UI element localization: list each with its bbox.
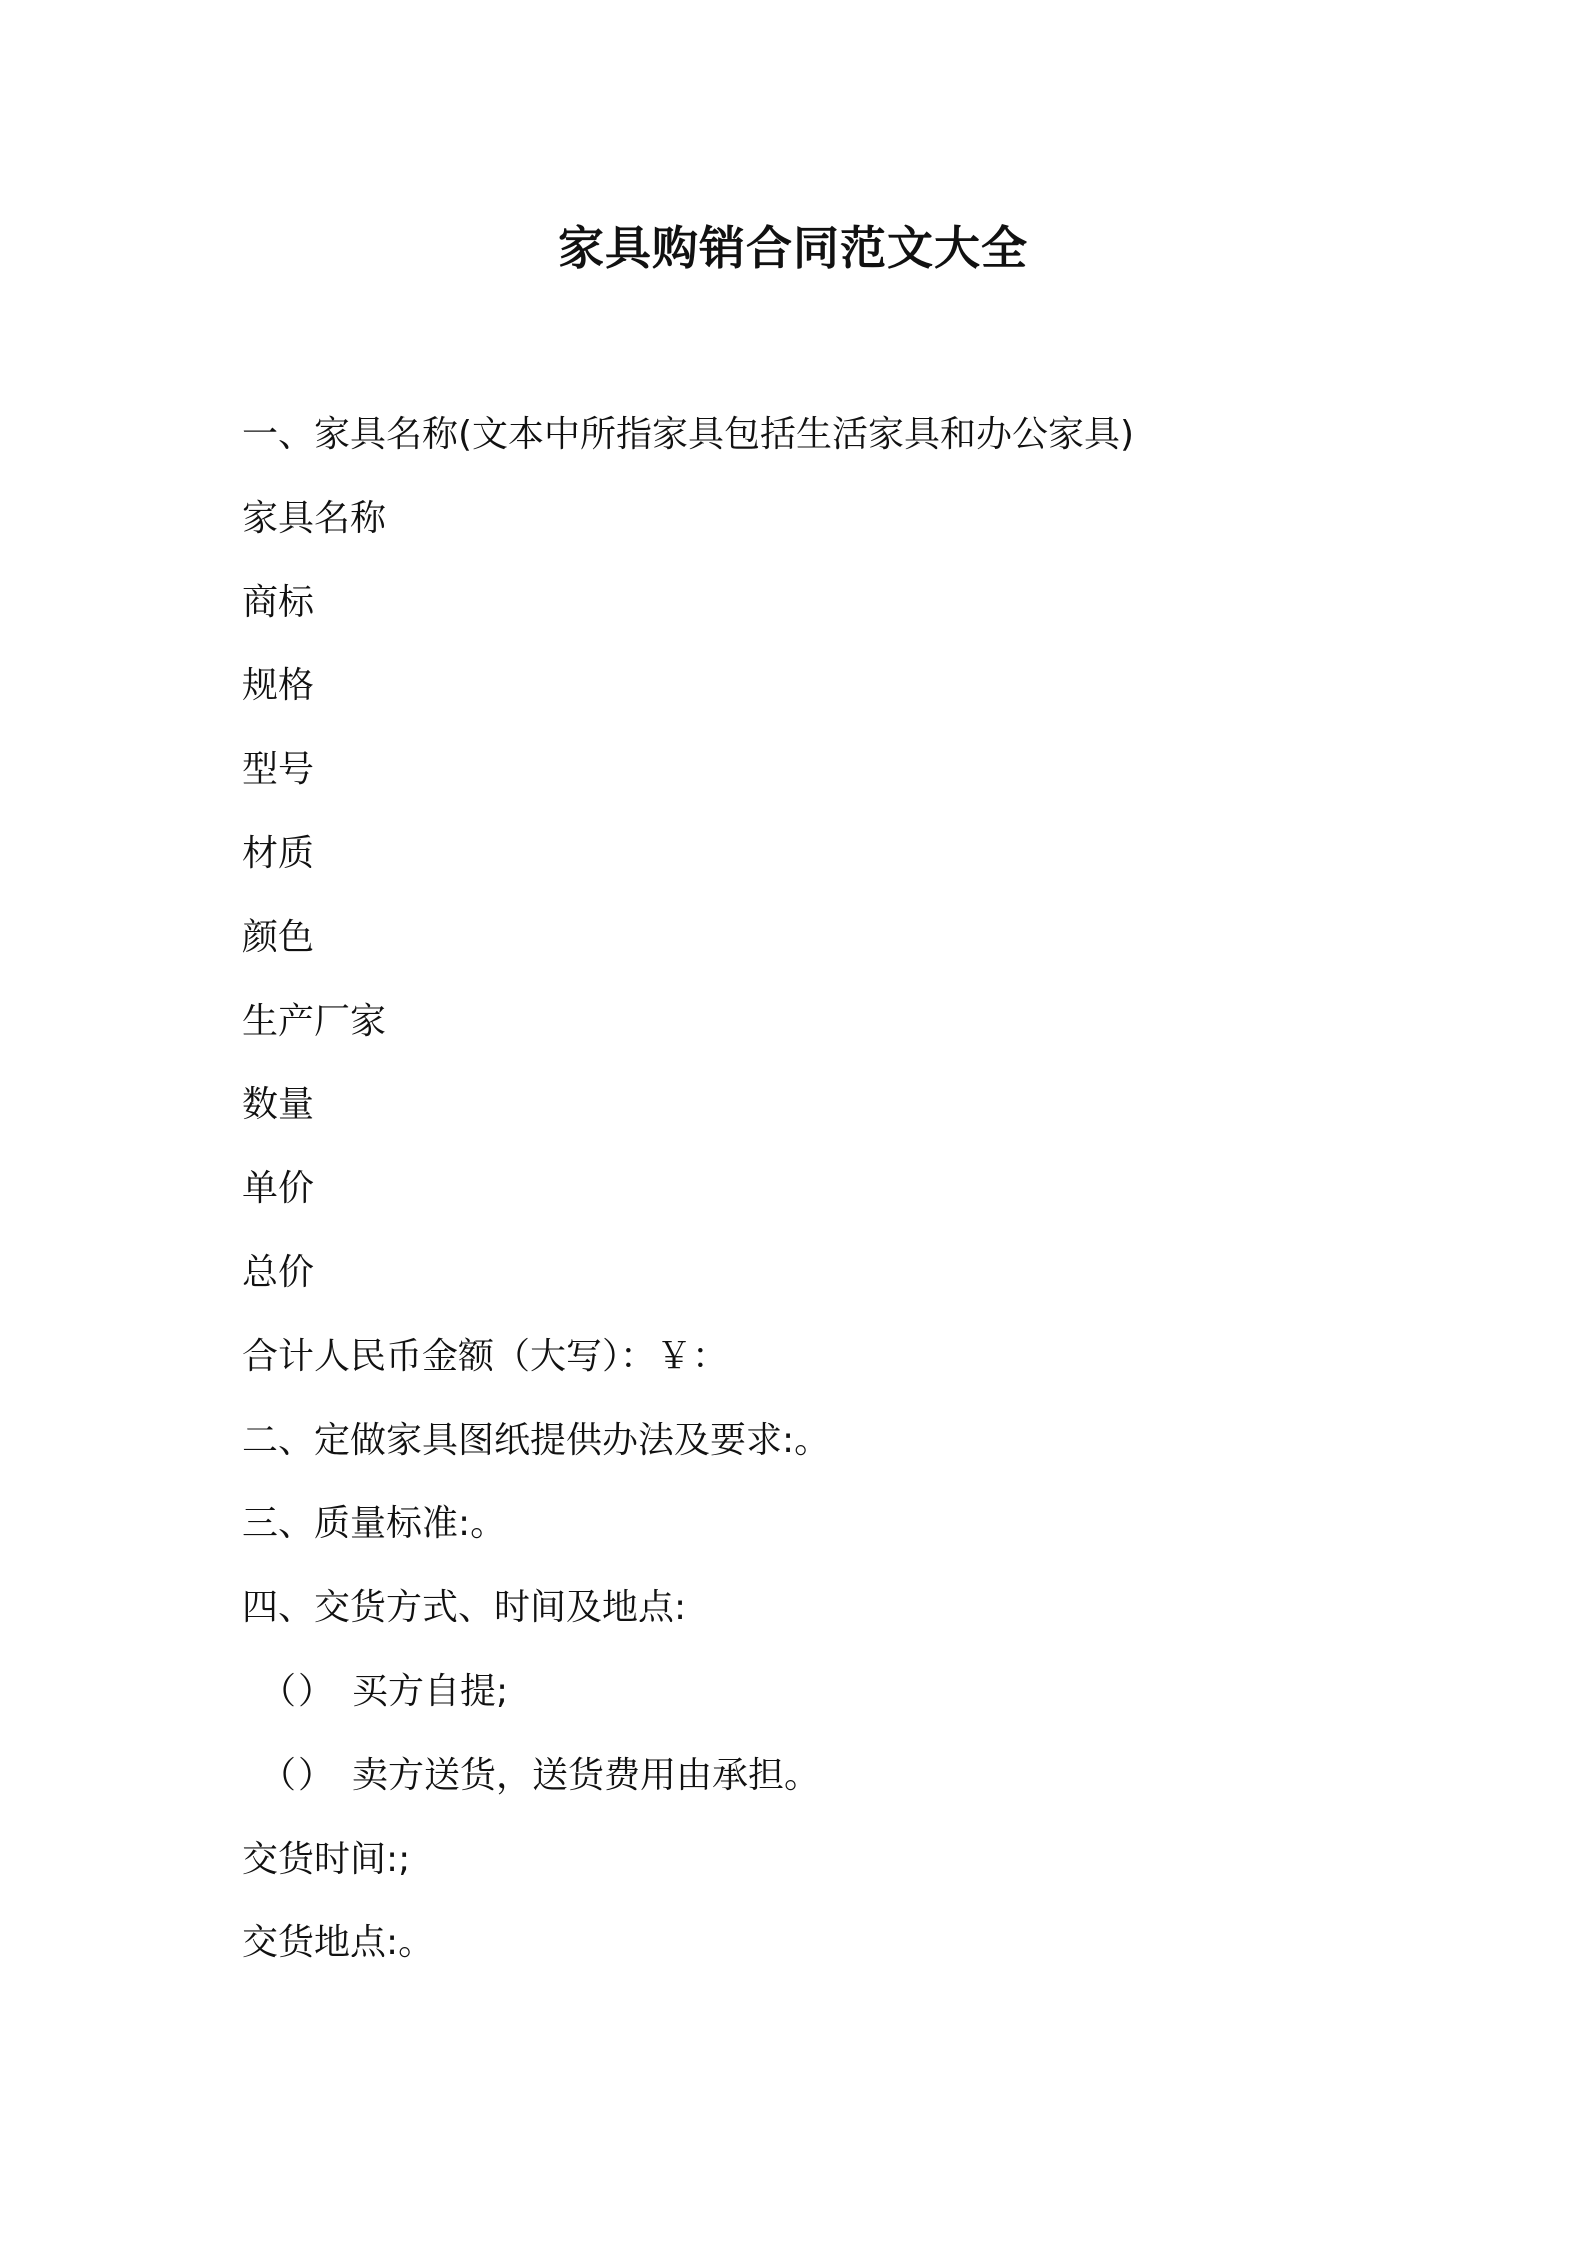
delivery-option-buyer-pickup (242, 1662, 1342, 1722)
field-total-price: 总价 (242, 1251, 315, 1293)
document-title: 家具购销合同范文大全 (558, 221, 1028, 275)
field-specification: 规格 (242, 665, 315, 707)
field-material: 材质 (242, 832, 315, 874)
field-model: 型号 (242, 749, 315, 791)
field-trademark: 商标 (242, 581, 315, 623)
field-color: 颜色 (242, 916, 315, 958)
total-amount-line: 合计人民币金额（大写）：￥： (242, 1335, 729, 1377)
section-3-heading: 三、质量标准:。 (242, 1503, 507, 1545)
checkbox-blank: （ ） (260, 1670, 334, 1712)
delivery-option-label: 卖方送货，送货费用由承担。 (352, 1754, 821, 1796)
field-manufacturer: 生产厂家 (242, 1000, 387, 1042)
delivery-option-seller-delivery (242, 1746, 1342, 1806)
delivery-place-line: 交货地点:。 (242, 1922, 435, 1964)
section-4-heading: 四、交货方式、时间及地点: (242, 1587, 687, 1629)
field-furniture-name: 家具名称 (242, 497, 387, 539)
section-2-heading: 二、定做家具图纸提供办法及要求:。 (242, 1419, 831, 1461)
section-1-heading: 一、家具名称(文本中所指家具包括生活家具和办公家具) (242, 414, 1135, 455)
document-body (242, 405, 1342, 1997)
field-unit-price: 单价 (242, 1168, 315, 1210)
delivery-time-line: 交货时间:; (242, 1838, 411, 1880)
delivery-option-label: 买方自提; (352, 1670, 509, 1712)
field-quantity: 数量 (242, 1084, 315, 1126)
checkbox-blank: （ ） (260, 1754, 334, 1796)
